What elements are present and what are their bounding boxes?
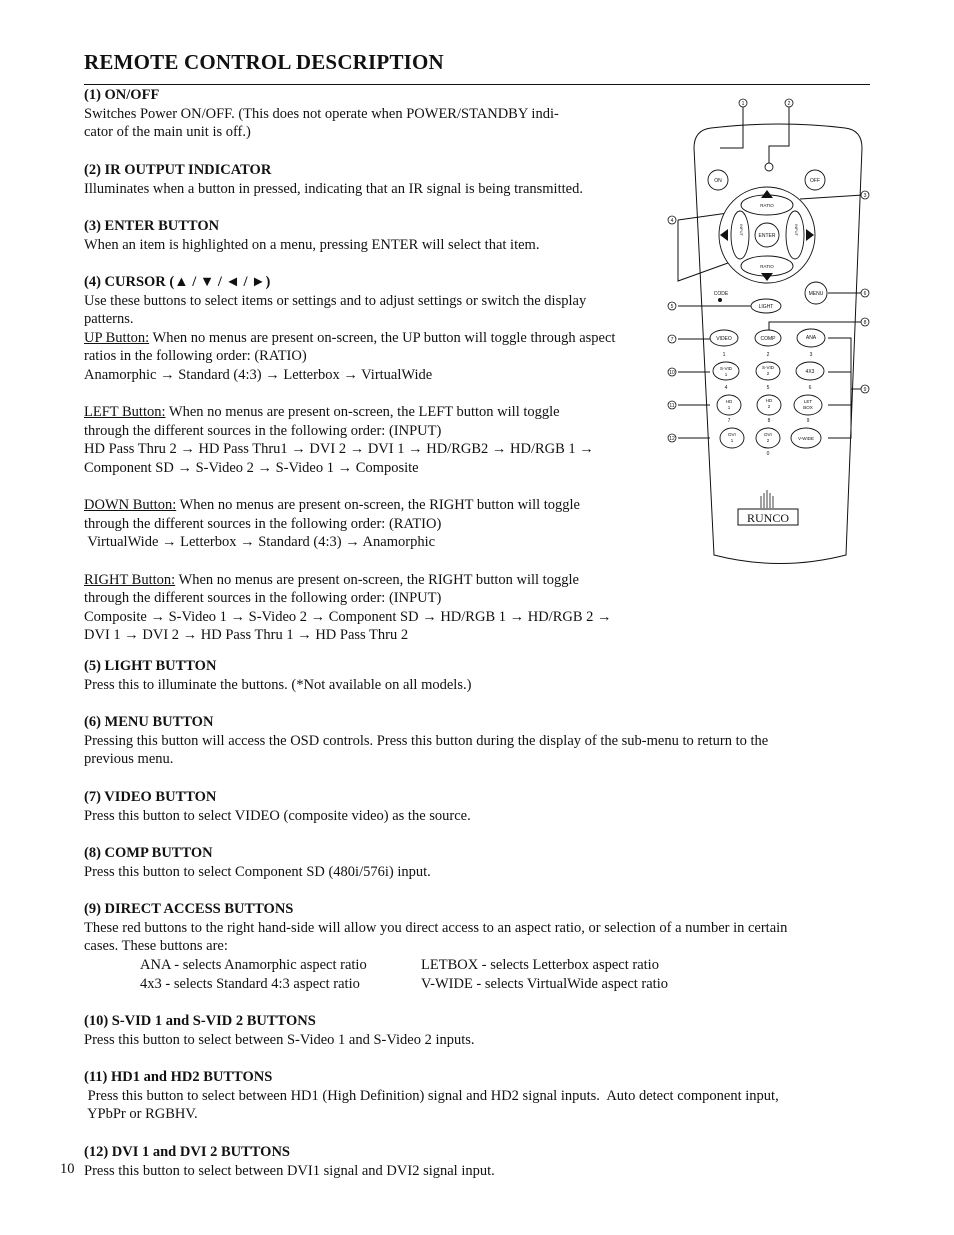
comp-label: COMP [760, 336, 776, 342]
section-heading: (4) CURSOR (▲ / ▼ / ◄ / ►) [84, 274, 271, 290]
letbox-label: LET [803, 399, 813, 404]
ir-indicator [765, 163, 773, 171]
callout-label: 2 [787, 101, 791, 107]
section-heading: (5) LIGHT BUTTON [84, 658, 217, 674]
title-rule [84, 84, 870, 85]
runco-logo-text: RUNCO [746, 511, 790, 525]
table-row [140, 975, 668, 994]
section-hd-buttons [84, 1068, 779, 1124]
up-button-label: UP Button: [84, 329, 150, 346]
body-line: Press this button to select between HD1 (High Definition) signal and HD2 signal inputs. Auto detect component input, [84, 1087, 779, 1104]
table-cell: LETBOX - selects Letterbox aspect ratio [421, 957, 659, 973]
svid2-number: 2 [766, 371, 770, 376]
right-button-label: RIGHT Button: [84, 571, 176, 588]
section-light-button [84, 657, 471, 694]
section-heading: (10) S-VID 1 and S-VID 2 BUTTONS [84, 1013, 316, 1029]
page-title: REMOTE CONTROL DESCRIPTION [84, 50, 444, 74]
number-label: 5 [766, 385, 770, 391]
body-line: patterns. [84, 311, 134, 328]
right-button-description [84, 571, 615, 590]
section-cursor [84, 273, 615, 645]
body-line: through the different sources in the following order: (INPUT) [84, 590, 442, 607]
callout-label: 5 [670, 304, 674, 310]
number-label: 1 [722, 352, 726, 358]
number-label: 0 [766, 451, 770, 457]
callout-label: 3 [863, 193, 867, 199]
callout-label: 6 [863, 291, 867, 297]
body-line: VirtualWide → Letterbox → Standard (4:3) → Anamorphic [84, 534, 436, 551]
dvi2-number: 2 [766, 438, 770, 443]
table-cell: V-WIDE - selects VirtualWide aspect ratio [421, 975, 668, 992]
table-row [140, 956, 659, 975]
light-label: LIGHT [758, 304, 774, 310]
body-line: These red buttons to the right hand-side will allow you direct access to an aspect ratio, or selection of a number in certain [84, 919, 788, 936]
section-heading: (7) VIDEO BUTTON [84, 789, 217, 805]
table-cell: 4x3 - selects Standard 4:3 aspect ratio [140, 975, 360, 992]
page-number: 10 [60, 1161, 75, 1177]
body-line: Press this button to select between S-Video 1 and S-Video 2 inputs. [84, 1031, 475, 1048]
body-line: through the different sources in the following order: (INPUT) [84, 422, 442, 439]
body-line: Switches Power ON/OFF. (This does not operate when POWER/STANDBY indi- [84, 105, 559, 122]
callout-line [828, 338, 862, 438]
input-label-left: INPUT [739, 224, 744, 236]
callout-label: 8 [863, 320, 867, 326]
vwide-label: V-WIDE [797, 436, 815, 441]
number-label: 4 [724, 385, 728, 391]
section-heading: (1) ON/OFF [84, 87, 160, 103]
section-heading: (3) ENTER BUTTON [84, 218, 220, 234]
callout-label: 1 [741, 101, 745, 107]
down-button-description [84, 496, 615, 515]
down-button-text: When no menus are present on-screen, the RIGHT button will toggle [176, 497, 580, 514]
section-ir-output-indicator [84, 161, 583, 198]
left-button-description [84, 403, 615, 422]
svid1-number: 1 [724, 372, 728, 377]
section-menu-button [84, 713, 768, 769]
hd1-label: HD [725, 399, 733, 404]
code-indicator-icon [718, 298, 722, 302]
section-enter-button [84, 217, 539, 254]
body-line: previous menu. [84, 751, 174, 768]
number-label: 7 [727, 418, 731, 424]
callout-line [769, 322, 862, 330]
svid1-label: S-VID [719, 366, 733, 371]
hd2-label: HD [765, 398, 773, 403]
body-line: HD Pass Thru 2 → HD Pass Thru1 → DVI 2 → DVI 1 → HD/RGB2 → HD/RGB 1 → [84, 441, 594, 458]
section-heading: (2) IR OUTPUT INDICATOR [84, 162, 272, 178]
body-line: Use these buttons to select items or settings and to adjust settings or switch the display [84, 292, 587, 309]
callout-label: 9 [863, 387, 867, 393]
left-button-label: LEFT Button: [84, 404, 166, 421]
dvi1-label: DVI [728, 432, 736, 437]
number-label: 3 [809, 352, 813, 358]
body-line: Composite → S-Video 1 → S-Video 2 → Component SD → HD/RGB 1 → HD/RGB 2 → [84, 608, 612, 625]
callout-line [769, 107, 789, 163]
body-line: Pressing this button will access the OSD controls. Press this button during the display of the sub-menu to return to the [84, 732, 769, 749]
right-button-text: When no menus are present on-screen, the RIGHT button will toggle [175, 571, 579, 588]
callout-label: 11 [669, 403, 675, 409]
runco-logo [738, 490, 798, 525]
on-label: ON [714, 178, 722, 184]
body-line: Anamorphic → Standard (4:3) → Letterbox → VirtualWide [84, 366, 433, 383]
section-heading: (6) MENU BUTTON [84, 714, 214, 730]
ratio-label: RATIO [760, 203, 774, 208]
number-label: 9 [806, 418, 810, 424]
body-line: Illuminates when a button in pressed, indicating that an IR signal is being transmitted. [84, 180, 583, 197]
section-video-button [84, 788, 471, 825]
input-label-right: INPUT [794, 224, 799, 236]
ana-label: ANA [805, 335, 817, 341]
section-heading: (8) COMP BUTTON [84, 845, 213, 861]
down-button-label: DOWN Button: [84, 497, 177, 514]
hd2-number: 2 [767, 404, 771, 409]
dvi2-label: DVI [764, 432, 772, 437]
number-label: 6 [808, 385, 812, 391]
off-label: OFF [810, 178, 820, 184]
direct-access-table [140, 956, 668, 993]
body-line: cator of the main unit is off.) [84, 124, 251, 141]
body-line: Press this button to select Component SD (480i/576i) input. [84, 863, 431, 880]
body-line: DVI 1 → DVI 2 → HD Pass Thru 1 → HD Pass Thru 2 [84, 627, 409, 644]
hd1-number: 1 [727, 405, 731, 410]
remote-control-illustration [660, 92, 880, 572]
up-button-text: When no menus are present on-screen, the UP button will toggle through aspect [149, 329, 616, 346]
body-line: Press this button to select VIDEO (composite video) as the source. [84, 807, 471, 824]
callout-line [800, 195, 863, 199]
callout-line [720, 107, 743, 148]
ratio-label: RATIO [760, 264, 774, 269]
letbox-label-2: BOX [803, 405, 813, 410]
up-button-description [84, 329, 615, 348]
callout-label: 7 [670, 337, 674, 343]
body-line: YPbPr or RGBHV. [84, 1106, 198, 1123]
number-label: 2 [766, 352, 770, 358]
left-button-text: When no menus are present on-screen, the LEFT button will toggle [165, 404, 560, 421]
dvi1-number: 1 [730, 438, 734, 443]
body-line: Component SD → S-Video 2 → S-Video 1 → Composite [84, 459, 419, 476]
section-heading: (9) DIRECT ACCESS BUTTONS [84, 901, 294, 917]
section-comp-button [84, 844, 431, 881]
body-line: ratios in the following order: (RATIO) [84, 348, 307, 365]
section-svid-buttons [84, 1012, 475, 1049]
section-heading: (12) DVI 1 and DVI 2 BUTTONS [84, 1144, 290, 1160]
body-line: When an item is highlighted on a menu, pressing ENTER will select that item. [84, 236, 540, 253]
callout-label: 12 [669, 436, 675, 442]
section-dvi-buttons [84, 1143, 495, 1180]
section-direct-access-buttons [84, 900, 787, 956]
callout-label: 4 [670, 218, 674, 224]
body-line: cases. These buttons are: [84, 938, 228, 955]
four-by-three-label: 4X3 [805, 369, 815, 375]
table-cell: ANA - selects Anamorphic aspect ratio [140, 957, 367, 973]
section-heading: (11) HD1 and HD2 BUTTONS [84, 1069, 273, 1085]
number-label: 8 [767, 418, 771, 424]
section-on-off [84, 86, 559, 142]
menu-label: MENU [808, 291, 824, 297]
enter-label: ENTER [758, 233, 776, 239]
svid1-button[interactable] [713, 362, 739, 380]
body-line: Press this button to select between DVI1 signal and DVI2 signal input. [84, 1162, 495, 1179]
body-line: through the different sources in the following order: (RATIO) [84, 515, 442, 532]
video-label: VIDEO [716, 336, 732, 342]
callout-label: 10 [669, 370, 675, 376]
body-line: Press this to illuminate the buttons. (*Not available on all models.) [84, 676, 472, 693]
svid2-label: S-VID [761, 365, 775, 370]
code-label: CODE [713, 291, 729, 297]
